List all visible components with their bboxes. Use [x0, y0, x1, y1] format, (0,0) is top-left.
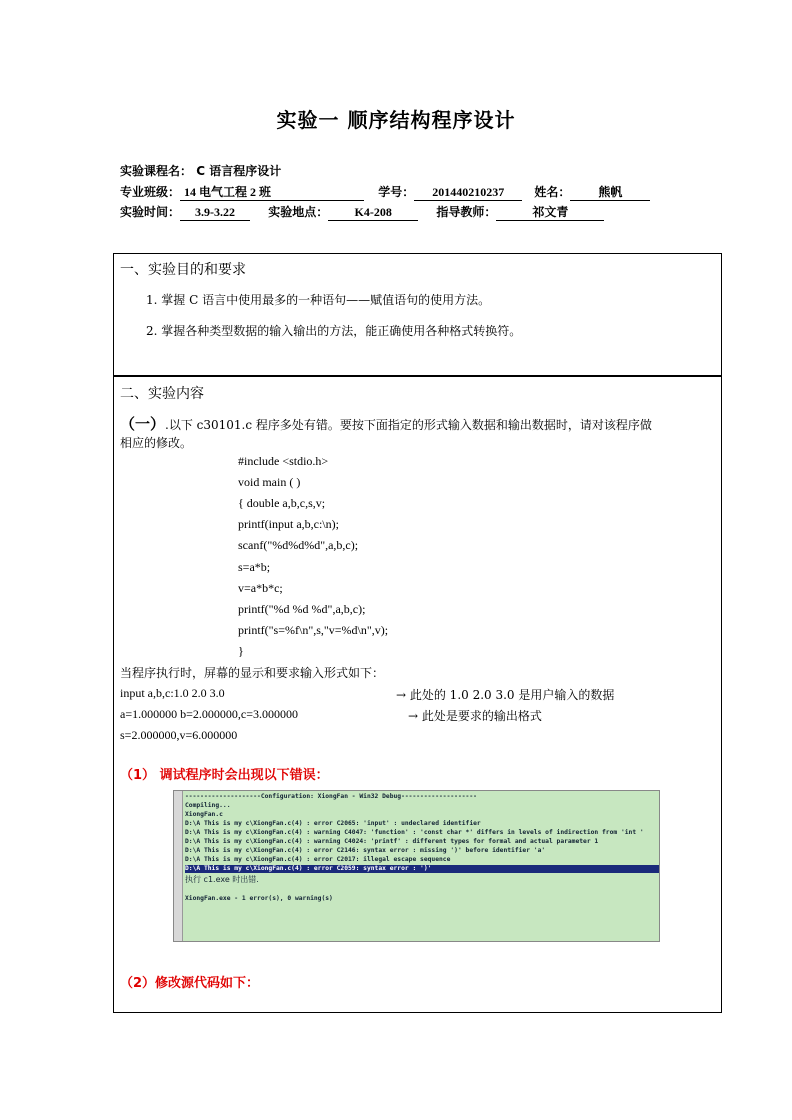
output-line: XiongFan.c [185, 811, 223, 818]
code-line-8: printf("%d %d %d",a,b,c); [238, 602, 366, 616]
id-label: 学号： [378, 185, 415, 199]
build-output-panel [173, 790, 660, 942]
io-line-1-left: input a,b,c:1.0 2.0 3.0 [120, 686, 225, 700]
objective-item-1: 1. 掌握 C 语言中使用最多的一种语句——赋值语句的使用方法。 [146, 293, 491, 307]
place-label: 实验地点： [268, 205, 329, 219]
time-value: 3.9-3.22 [180, 205, 250, 221]
io-line-2-left: a=1.000000 b=2.000000,c=3.000000 [120, 707, 298, 721]
io-line-3: s=2.000000,v=6.000000 [120, 728, 238, 742]
intro-line-2: 相应的修改。 [120, 436, 193, 450]
code-line-4: printf(input a,b,c:\n); [238, 517, 339, 531]
name-label: 姓名： [534, 185, 571, 199]
io-line-1-right: → 此处的 1.0 2.0 3.0 是用户输入的数据 [396, 688, 615, 702]
intro-mark: （一） [120, 415, 166, 433]
class-line [120, 183, 650, 201]
place-value: K4-208 [328, 205, 418, 221]
teacher-value: 祁文青 [496, 203, 604, 221]
course-value: C 语言程序设计 [196, 164, 282, 178]
code-line-5: scanf("%d%d%d",a,b,c); [238, 538, 359, 552]
step-1-heading: （1） 调试程序时会出现以下错误： [120, 768, 329, 783]
code-line-3: { double a,b,c,s,v; [238, 496, 326, 510]
content-heading: 二、实验内容 [120, 386, 204, 402]
step-2-heading: （2）修改源代码如下： [120, 976, 260, 991]
output-line: D:\A This is my c\XiongFan.c(4) : error C2146: syntax error : missing ')' before identifier 'a' [185, 847, 546, 854]
code-line-9: printf("s=%f\n",s,"v=%d\n",v); [238, 623, 389, 637]
code-line-1: #include <stdio.h> [238, 454, 329, 468]
course-line [120, 162, 281, 179]
output-line: D:\A This is my c\XiongFan.c(4) : error C2065: 'input' : undeclared identifier [185, 820, 481, 827]
output-gutter [174, 791, 183, 941]
output-line-selected[interactable]: D:\A This is my c\XiongFan.c(4) : error C2059: syntax error : ')' [185, 865, 659, 873]
course-label: 实验课程名： [120, 164, 193, 178]
class-value: 14 电气工程 2 班 [180, 183, 364, 201]
code-line-10: } [238, 644, 244, 658]
objectives-heading: 一、实验目的和要求 [120, 262, 246, 278]
output-line: D:\A This is my c\XiongFan.c(4) : warning C4024: 'printf' : different types for formal and actual parameter 1 [185, 838, 599, 845]
code-line-7: v=a*b*c; [238, 581, 283, 595]
io-line-2-right: → 此处是要求的输出格式 [408, 709, 542, 723]
teacher-label: 指导教师： [436, 205, 497, 219]
run-description: 当程序执行时，屏幕的显示和要求输入形式如下： [120, 666, 385, 680]
class-label: 专业班级： [120, 185, 181, 199]
id-value: 201440210237 [414, 185, 522, 201]
page-title: 实验一 顺序结构程序设计 [276, 108, 516, 132]
intro-line-1: .以下 c30101.c 程序多处有错。要按下面指定的形式输入数据和输出数据时，请对该程序做 [165, 418, 652, 432]
output-line: Compiling... [185, 802, 231, 809]
objective-item-2: 2. 掌握各种类型数据的输入输出的方法，能正确使用各种格式转换符。 [146, 324, 522, 338]
output-line: D:\A This is my c\XiongFan.c(4) : warning C4047: 'function' : 'const char *' differs in levels of indirection from 'int ' [185, 829, 644, 836]
time-label: 实验时间： [120, 205, 181, 219]
time-line [120, 203, 604, 221]
output-line: 执行 c1.exe 时出错. [185, 875, 259, 884]
code-line-2: void main ( ) [238, 475, 301, 489]
code-line-6: s=a*b; [238, 560, 271, 574]
output-line: XiongFan.exe - 1 error(s), 0 warning(s) [185, 895, 333, 902]
output-line: D:\A This is my c\XiongFan.c(4) : error C2017: illegal escape sequence [185, 856, 451, 863]
intro-text [120, 413, 652, 434]
name-value: 熊帆 [570, 183, 650, 201]
output-line: --------------------Configuration: XiongFan - Win32 Debug-------------------- [185, 793, 477, 800]
